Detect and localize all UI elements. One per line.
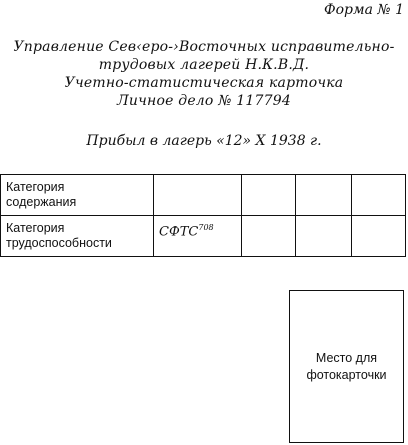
category-label-cell: [1, 216, 154, 257]
category-label-line: Категория: [6, 180, 65, 194]
empty-cell: [296, 216, 352, 257]
category-value-cell: [154, 175, 242, 216]
header-line-1: Управление Сев‹еро-›Восточных исправительно-: [13, 39, 395, 55]
photo-placeholder-line: фотокарточки: [306, 367, 387, 382]
category-label-cell: [1, 175, 154, 216]
category-label-line: трудоспособности: [6, 236, 112, 250]
category-table: [0, 174, 406, 257]
form-number: Форма № 1: [323, 2, 404, 18]
photo-placeholder: [289, 290, 404, 443]
header-line-3: Учетно-статистическая карточка: [64, 75, 344, 91]
photo-placeholder-line: Место для: [315, 350, 378, 365]
header-line-2: трудовых лагерей Н.К.В.Д.: [98, 57, 310, 73]
category-value-superscript: 708: [198, 223, 214, 232]
table-row: [1, 175, 406, 216]
document-header: [0, 38, 408, 110]
empty-cell: [352, 216, 406, 257]
header-line-4: Личное дело № 117794: [117, 93, 291, 109]
category-value-cell: [154, 216, 242, 257]
category-label-line: Категория: [6, 221, 65, 235]
empty-cell: [296, 175, 352, 216]
category-label-line: содержания: [6, 195, 77, 209]
category-value: СФТС: [159, 224, 199, 240]
arrival-date: Прибыл в лагерь «12» X 1938 г.: [86, 133, 322, 149]
empty-cell: [242, 175, 296, 216]
empty-cell: [352, 175, 406, 216]
empty-cell: [242, 216, 296, 257]
table-row: [1, 216, 406, 257]
